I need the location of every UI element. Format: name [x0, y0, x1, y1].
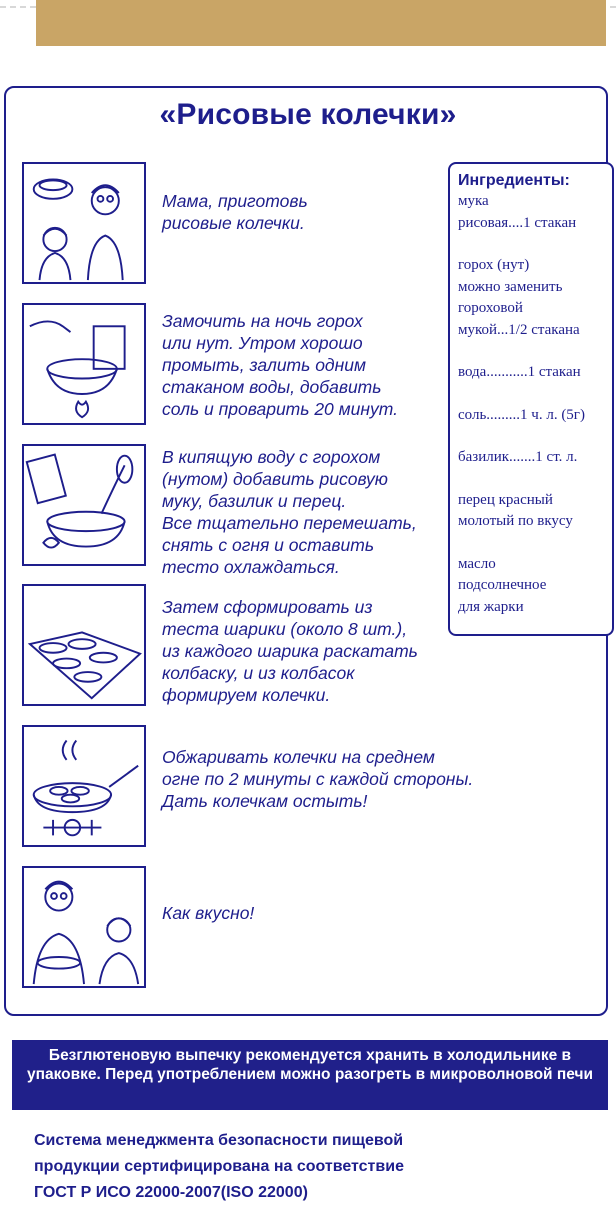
mixing-bowl-icon: [22, 444, 146, 566]
frying-pan-icon: [22, 725, 146, 847]
step-1-text: Мама, приготовь рисовые колечки.: [162, 191, 308, 233]
ingredients-box: [448, 162, 614, 636]
top-band: [0, 0, 616, 46]
step-2-text: Замочить на ночь горох или нут. Утром хорошо промыть, залить одним стаканом воды, добавить соль и проварить 20 минут.: [162, 311, 398, 419]
soak-peas-icon: [22, 303, 146, 425]
baking-tray-icon: [22, 584, 146, 706]
step-6-text: Как вкусно!: [162, 903, 255, 923]
ingredient-item: масло подсолнечное для жарки: [458, 555, 547, 615]
recipe-title: «Рисовые колечки»: [159, 98, 457, 131]
step-3-text: В кипящую воду с горохом (нутом) добавить рисовую муку, базилик и перец. Все тщательно перемешать, снять с огня и оставить тесто охлаждаться.: [162, 447, 417, 577]
storage-notice: Безглютеновую выпечку рекомендуется хранить в холодильнике в упаковке. Перед употреблением можно разогреть в микроволновой печи: [12, 1040, 608, 1110]
ingredient-item: горох (нут) можно заменить гороховой мукой...1/2 стакана: [458, 257, 580, 338]
ingredients-title: Ингредиенты:: [458, 172, 570, 189]
ingredient-item: соль.........1 ч. л. (5г): [458, 406, 585, 423]
certification-text: Система менеджмента безопасности пищевой продукции сертифицирована на соответствие ГОСТ Р ИСО 22000-2007(ISO 22000): [34, 1132, 404, 1201]
ingredient-item: вода...........1 стакан: [458, 364, 581, 380]
gold-band: [36, 0, 606, 46]
step-4-text: Затем сформировать из теста шарики (около 8 шт.), из каждого шарика раскатать колбаску, и из колбасок формируем колечки.: [162, 597, 418, 705]
ingredient-item: перец красный молотый по вкусу: [458, 491, 573, 529]
mother-child-icon: [22, 162, 146, 284]
family-serving-icon: [22, 866, 146, 988]
ingredient-item: мука рисовая....1 стакан: [458, 193, 577, 231]
step-5-text: Обжаривать колечки на среднем огне по 2 минуты с каждой стороны. Дать колечкам остыть!: [162, 747, 474, 811]
ingredient-item: базилик.......1 ст. л.: [458, 449, 578, 465]
